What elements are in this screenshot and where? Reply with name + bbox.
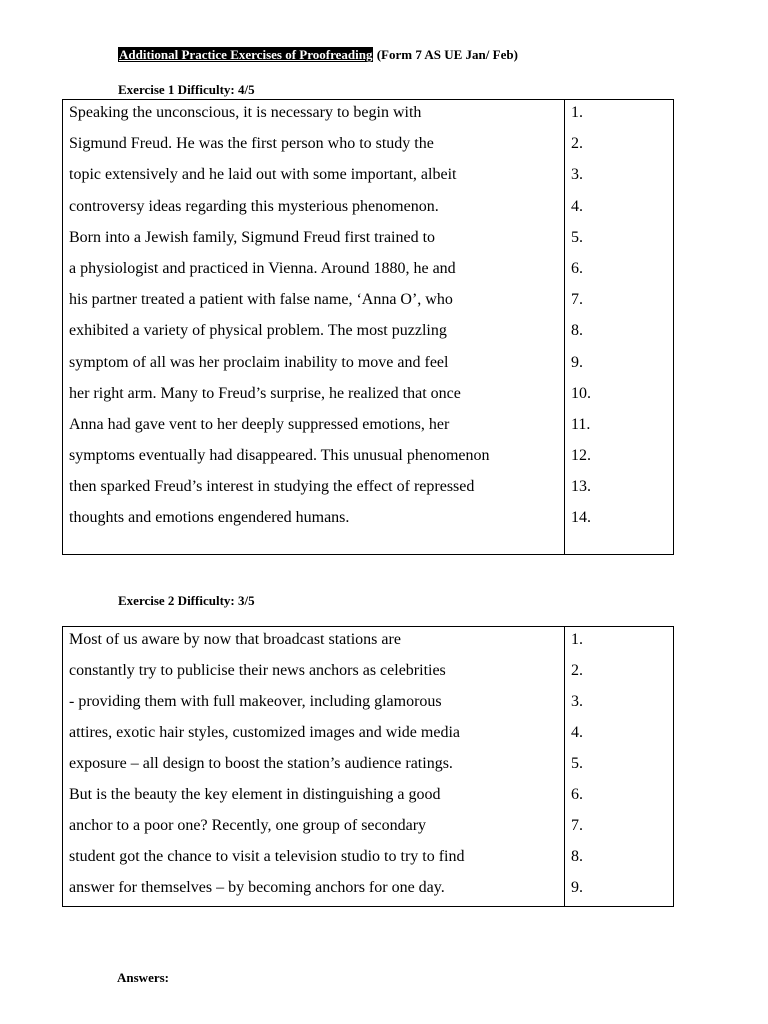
exercise-1-line: Born into a Jewish family, Sigmund Freud first trained to — [69, 228, 436, 246]
exercise-1-line-number: 1. — [571, 104, 583, 121]
exercise-1-line: controversy ideas regarding this mysterious phenomenon. — [69, 197, 439, 215]
exercise-1-table — [62, 99, 674, 555]
exercise-2-line-number: 4. — [571, 724, 583, 741]
exercise-1-line-number: 12. — [571, 447, 591, 465]
exercise-2-line-number: 1. — [571, 631, 583, 648]
exercise-1-line: her right arm. Many to Freud’s surprise, he realized that once — [69, 384, 461, 402]
exercise-1-line-number: 8. — [571, 322, 583, 340]
answers-label: Answers: — [117, 970, 169, 985]
exercise-1-line: his partner treated a patient with false name, ‘Anna O’, who — [69, 291, 453, 309]
exercise-1-line: Sigmund Freud. He was the first person who to study the — [69, 135, 434, 153]
exercise-1-line: topic extensively and he laid out with some important, albeit — [69, 166, 457, 184]
exercise-1-line: Anna had gave vent to her deeply suppressed emotions, her — [69, 415, 450, 433]
exercise-2-line: anchor to a poor one? Recently, one group of secondary — [69, 817, 427, 834]
exercise-1-line-number: 10. — [571, 384, 591, 402]
exercise-1-line: symptoms eventually had disappeared. This unusual phenomenon — [69, 447, 490, 465]
exercise-2-line-number: 3. — [571, 693, 583, 710]
exercise-2-line: - providing them with full makeover, including glamorous — [69, 693, 442, 710]
document-title — [118, 47, 518, 63]
exercise-1-line-number: 6. — [571, 259, 583, 277]
exercise-2-line: student got the chance to visit a television studio to try to find — [69, 848, 465, 865]
exercise-2-line-number: 2. — [571, 662, 583, 679]
exercise-1-line-number: 2. — [571, 135, 583, 153]
exercise-2-line-number: 6. — [571, 786, 583, 803]
exercise-2-line-number: 7. — [571, 817, 583, 834]
exercise-1-line: Speaking the unconscious, it is necessary to begin with — [69, 104, 422, 121]
exercise-2-line: attires, exotic hair styles, customized images and wide media — [69, 724, 460, 741]
exercise-2-line: answer for themselves – by becoming anchors for one day. — [69, 879, 445, 896]
exercise-1-line-number: 9. — [571, 353, 583, 371]
exercise-1-line-number: 3. — [571, 166, 583, 184]
exercise-1-line-number: 7. — [571, 291, 583, 309]
exercise-1-line-number: 11. — [571, 415, 591, 433]
exercise-2-line-number: 9. — [571, 879, 583, 896]
exercise-1-heading: Exercise 1 Difficulty: 4/5 — [118, 82, 255, 97]
exercise-2-number-column — [565, 627, 674, 907]
exercise-1-line-number: 14. — [571, 509, 591, 527]
title-form-info: (Form 7 AS UE Jan/ Feb) — [376, 47, 518, 62]
exercise-2-line: constantly try to publicise their news anchors as celebrities — [69, 662, 446, 679]
exercise-2-line: Most of us aware by now that broadcast stations are — [69, 631, 401, 648]
exercise-2-line-number: 8. — [571, 848, 583, 865]
exercise-2-table — [62, 626, 674, 907]
exercise-1-text-column — [63, 100, 565, 555]
exercise-1-line: thoughts and emotions engendered humans. — [69, 509, 350, 527]
exercise-2-text-column — [63, 627, 565, 907]
exercise-1-line-number: 4. — [571, 197, 583, 215]
exercise-1-line-number: 5. — [571, 228, 583, 246]
title-highlighted-text: Additional Practice Exercises of Proofreading — [119, 47, 373, 62]
exercise-2-line: But is the beauty the key element in distinguishing a good — [69, 786, 441, 803]
exercise-1-line: then sparked Freud’s interest in studying the effect of repressed — [69, 478, 475, 496]
exercise-1-line: symptom of all was her proclaim inability to move and feel — [69, 353, 449, 371]
exercise-1-line-number: 13. — [571, 478, 591, 496]
exercise-1-line: a physiologist and practiced in Vienna. Around 1880, he and — [69, 259, 456, 277]
exercise-2-line-number: 5. — [571, 755, 583, 772]
exercise-1-number-column — [565, 100, 674, 555]
exercise-1-line: exhibited a variety of physical problem. The most puzzling — [69, 322, 447, 340]
exercise-2-line: exposure – all design to boost the station’s audience ratings. — [69, 755, 453, 772]
exercise-2-heading: Exercise 2 Difficulty: 3/5 — [118, 593, 255, 608]
